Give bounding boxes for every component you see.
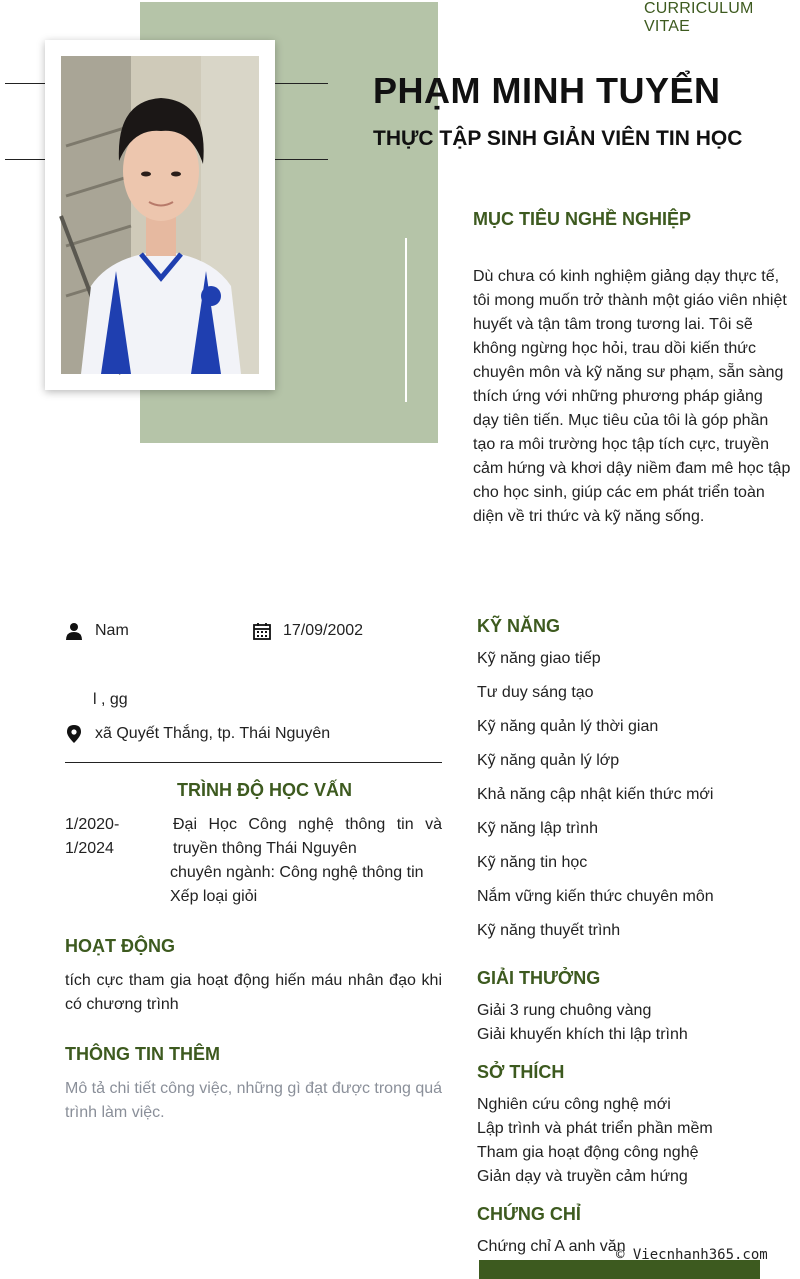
awards-heading: GIẢI THƯỞNG <box>477 968 601 988</box>
clipped-text: l , gg <box>93 691 128 708</box>
section-divider <box>65 762 442 763</box>
skills-heading: KỸ NĂNG <box>477 616 561 636</box>
cv-label: CURRICULUM VITAE <box>644 0 754 35</box>
activities-text: tích cực tham gia hoạt động hiến máu nhân đạo khi có chương trình <box>65 972 442 1013</box>
skill-item: Kỹ năng quản lý lớp <box>477 752 620 769</box>
objective-text: Dù chưa có kinh nghiệm giảng dạy thực tế, tôi mong muốn trở thành một giáo viên nhiệt huyết và tận tâm trong tương lai. Tôi sẽ không ngừng học hỏi, trau dồi kiến thức chuyên môn và kỹ năng sư phạm, sẵn sàng thích ứng với những phương pháp giảng dạy tiên tiến. Mục tiêu của tôi là góp phần tạo ra môi trường học tập tích cực, truyền cảm hứng và khơi dậy niềm đam mê học tập cho học sinh, giúp các em phát triển toàn diện về tri thức và kỹ năng sống. <box>473 268 791 525</box>
address-row <box>65 725 330 743</box>
extra-info-text: Mô tả chi tiết công việc, những gì đạt được trong quá trình làm việc. <box>65 1080 443 1121</box>
profile-photo-frame <box>45 40 275 390</box>
education-school: Đại Học Công nghệ thông tin và truyền thông Thái Nguyên <box>173 816 442 857</box>
education-date: 1/2020- 1/2024 <box>65 816 120 857</box>
hobbies-heading: SỞ THÍCH <box>477 1062 565 1082</box>
watermark: © Viecnhanh365.com <box>616 1247 768 1263</box>
clipped-text-line <box>93 691 213 710</box>
certificates-heading: CHỨNG CHỈ <box>477 1204 581 1224</box>
hobby-item: Giản dạy và truyền cảm hứng <box>477 1168 688 1185</box>
gender-value: Nam <box>95 622 129 639</box>
skill-item: Kỹ năng tin học <box>477 854 588 871</box>
skill-item: Khả năng cập nhật kiến thức mới <box>477 786 714 803</box>
education-major: chuyên ngành: Công nghệ thông tin <box>170 864 424 881</box>
award-item: Giải 3 rung chuông vàng <box>477 1002 652 1019</box>
gender-row <box>65 622 129 640</box>
address-value: xã Quyết Thắng, tp. Thái Nguyên <box>95 725 331 742</box>
skill-item: Kỹ năng thuyết trình <box>477 922 621 939</box>
education-heading: TRÌNH ĐỘ HỌC VẤN <box>177 780 352 800</box>
activities-heading: HOẠT ĐỘNG <box>65 936 175 956</box>
person-icon <box>65 622 83 640</box>
hobby-item: Tham gia hoạt động công nghệ <box>477 1144 699 1161</box>
skill-item: Kỹ năng lập trình <box>477 820 598 837</box>
job-title: THỰC TẬP SINH GIẢN VIÊN TIN HỌC <box>373 127 743 150</box>
education-rank: Xếp loại giỏi <box>170 888 258 905</box>
objective-heading: MỤC TIÊU NGHỀ NGHIỆP <box>473 209 692 229</box>
profile-photo <box>61 56 259 374</box>
skill-item: Kỹ năng quản lý thời gian <box>477 718 659 735</box>
birthdate-row <box>253 622 363 640</box>
calendar-icon <box>253 622 271 640</box>
certificate-item: Chứng chỉ A anh văn <box>477 1238 626 1255</box>
award-item: Giải khuyến khích thi lập trình <box>477 1026 688 1043</box>
decor-vertical-line <box>405 238 407 402</box>
extra-info-heading: THÔNG TIN THÊM <box>65 1044 220 1064</box>
hobby-item: Lập trình và phát triển phần mềm <box>477 1120 713 1137</box>
hobby-item: Nghiên cứu công nghệ mới <box>477 1096 671 1113</box>
skill-item: Nắm vững kiến thức chuyên môn <box>477 888 714 905</box>
skill-item: Kỹ năng giao tiếp <box>477 650 601 667</box>
skill-item: Tư duy sáng tạo <box>477 684 594 701</box>
location-pin-icon <box>65 725 83 743</box>
birthdate-value: 17/09/2002 <box>283 622 364 639</box>
profile-photo-art <box>61 56 259 374</box>
candidate-name: PHẠM MINH TUYỂN <box>373 70 721 111</box>
